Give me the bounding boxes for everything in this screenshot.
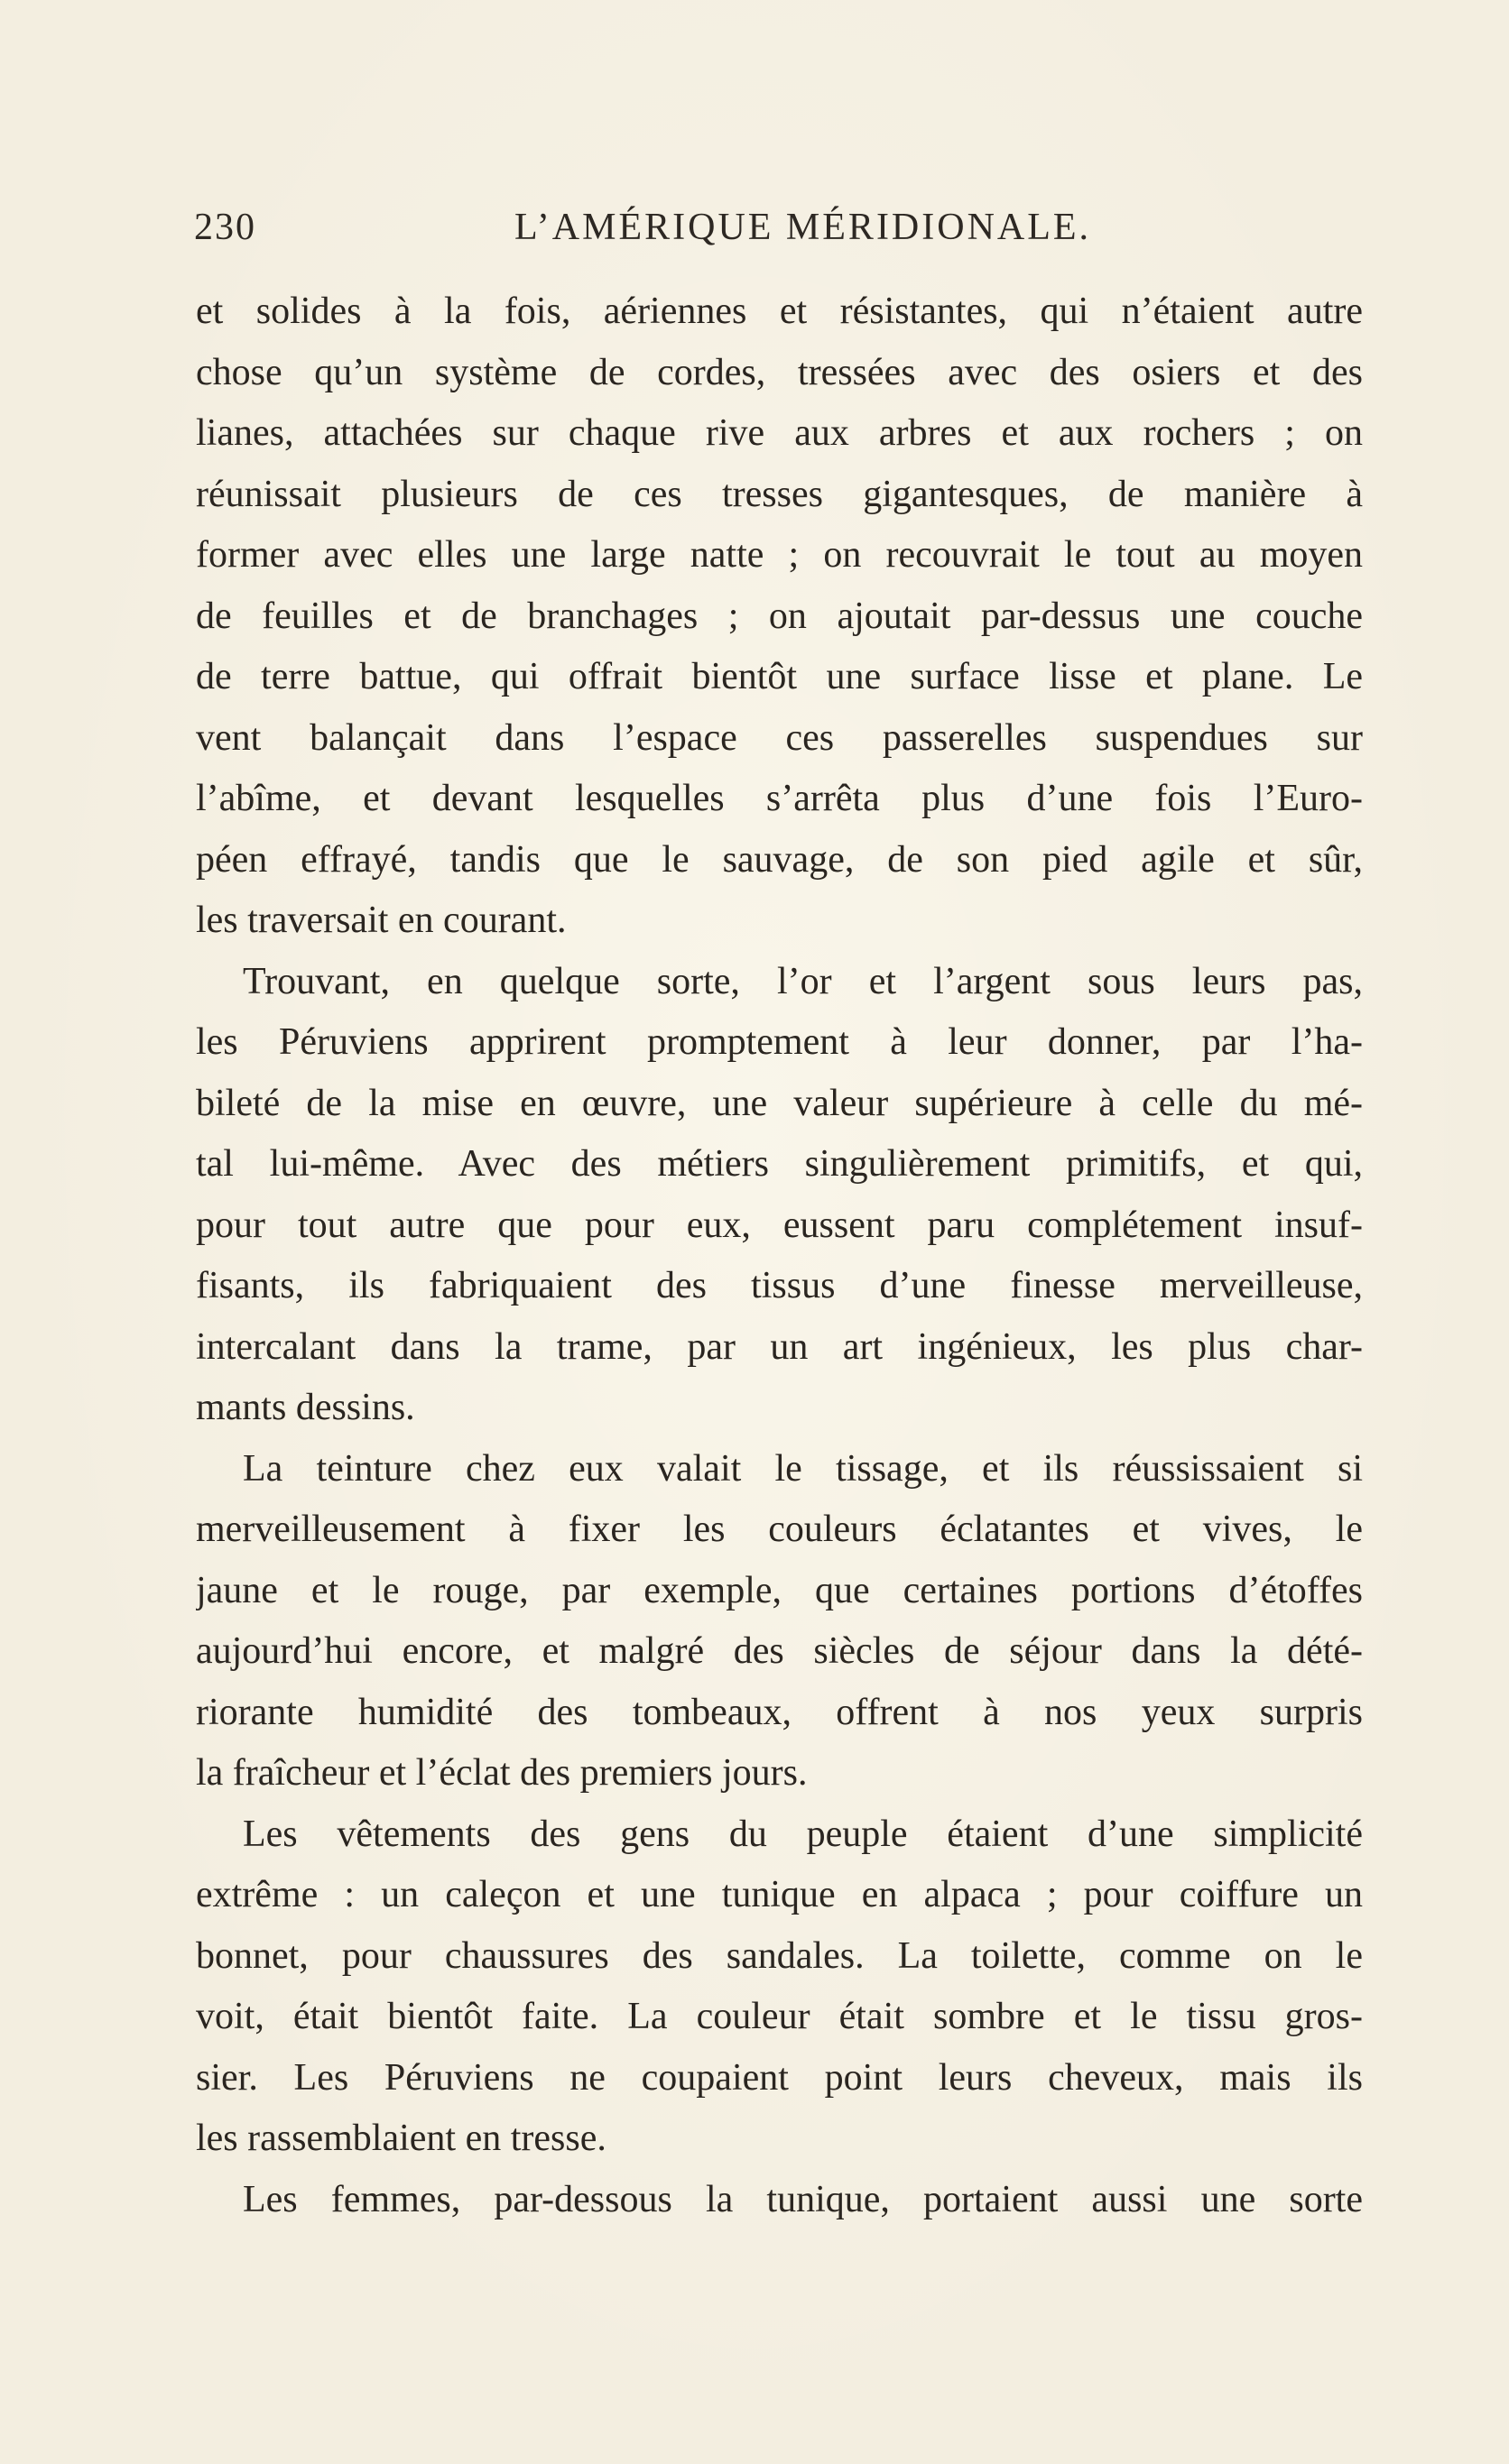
text-line: lianes, attachées sur chaque rive aux arbres et aux rochers ; on (196, 412, 1363, 454)
text-line: sier. Les Péruviens ne coupaient point leurs cheveux, mais ils (196, 2056, 1363, 2099)
text-line: La teinture chez eux valait le tissage, et ils réussissaient si (243, 1447, 1363, 1490)
text-line: tal lui-même. Avec des métiers singulièrement primitifs, et qui, (196, 1143, 1363, 1185)
text-line: la fraîcheur et l’éclat des premiers jours. (196, 1752, 808, 1794)
page-number: 230 (194, 207, 256, 248)
text-line: intercalant dans la trame, par un art ingénieux, les plus char- (196, 1325, 1363, 1368)
text-line: de terre battue, qui offrait bientôt une surface lisse et plane. Le (196, 656, 1363, 697)
text-line: vent balançait dans l’espace ces passerelles suspendues sur (196, 716, 1363, 759)
text-line: pour tout autre que pour eux, eussent paru complétement insuf- (196, 1204, 1363, 1246)
page-header (194, 206, 1363, 260)
text-line: fisants, ils fabriquaient des tissus d’une finesse merveilleuse, (196, 1265, 1363, 1306)
text-line: Les vêtements des gens du peuple étaient d’une simplicité (243, 1813, 1363, 1855)
body-text (196, 281, 1363, 2230)
text-line: voit, était bientôt faite. La couleur était sombre et le tissu gros- (196, 1996, 1363, 2037)
text-line: les Péruviens apprirent promptement à leur donner, par l’ha- (196, 1021, 1363, 1063)
text-line: jaune et le rouge, par exemple, que certaines portions d’étoffes (196, 1569, 1363, 1611)
text-line: merveilleusement à fixer les couleurs éclatantes et vives, le (196, 1509, 1363, 1550)
text-line: aujourd’hui encore, et malgré des siècles de séjour dans la dété- (196, 1630, 1363, 1672)
text-line: Les femmes, par-dessous la tunique, portaient aussi une sorte (243, 2178, 1363, 2220)
text-line: les traversait en courant. (196, 900, 567, 941)
text-line: les rassemblaient en tresse. (196, 2118, 606, 2159)
text-line: réunissait plusieurs de ces tresses gigantesques, de manière à (196, 473, 1363, 515)
text-line: mants dessins. (196, 1387, 415, 1428)
text-line: bileté de la mise en œuvre, une valeur supérieure à celle du mé- (196, 1082, 1363, 1124)
text-line: et solides à la fois, aériennes et résistantes, qui n’étaient autre (196, 291, 1363, 332)
text-line: l’abîme, et devant lesquelles s’arrêta plus d’une fois l’Euro- (196, 778, 1363, 819)
text-line: de feuilles et de branchages ; on ajoutait par-dessus une couche (196, 595, 1363, 637)
text-line: chose qu’un système de cordes, tressées avec des osiers et des (196, 351, 1363, 393)
text-line: péen effrayé, tandis que le sauvage, de son pied agile et sûr, (196, 838, 1363, 881)
text-line: riorante humidité des tombeaux, offrent à nos yeux surpris (196, 1691, 1363, 1733)
text-line: extrême : un caleçon et une tunique en alpaca ; pour coiffure un (196, 1874, 1363, 1915)
text-line: former avec elles une large natte ; on recouvrait le tout au moyen (196, 534, 1363, 576)
text-line: Trouvant, en quelque sorte, l’or et l’argent sous leurs pas, (243, 960, 1363, 1002)
text-line: bonnet, pour chaussures des sandales. La toilette, comme on le (196, 1934, 1363, 1977)
running-title: L’AMÉRIQUE MÉRIDIONALE. (514, 207, 1092, 248)
